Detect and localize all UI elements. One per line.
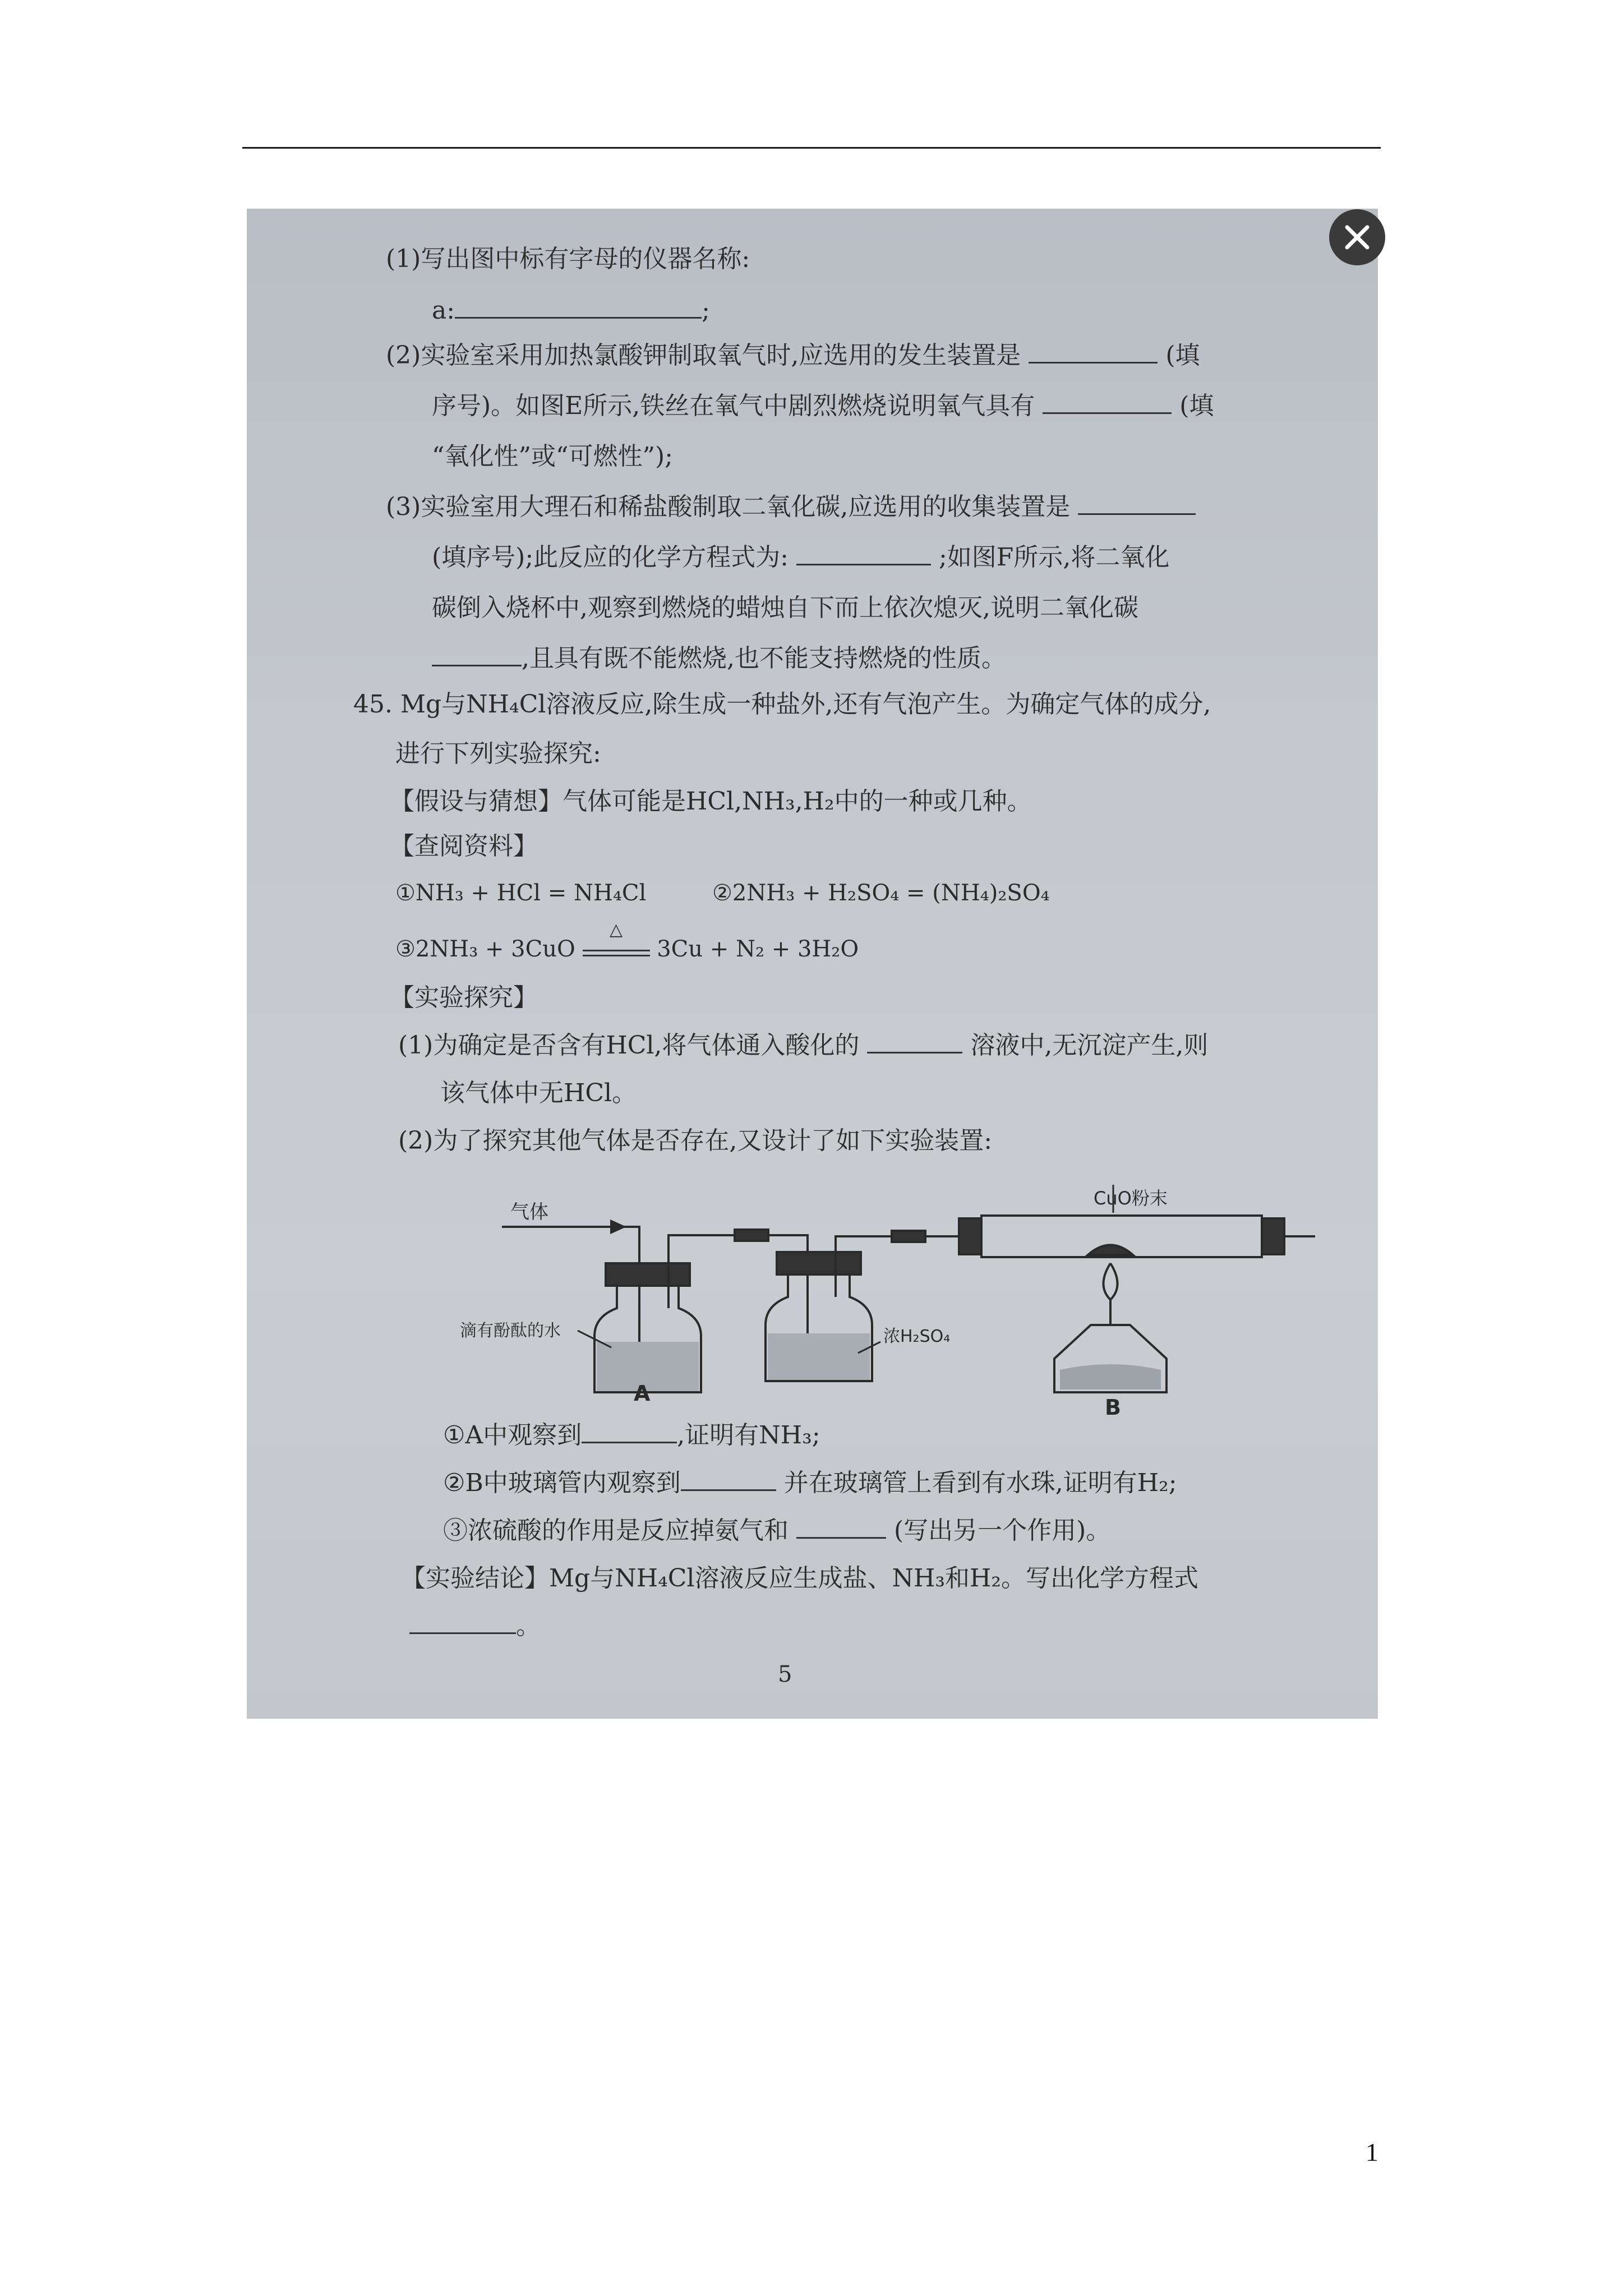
explore-title: 【实验探究】 (390, 983, 538, 1012)
q2-line1-end: (填 (1165, 341, 1200, 370)
reference-title: 【查阅资料】 (390, 832, 538, 861)
q2-line1-text: (2)实验室采用加热氯酸钾制取氧气时,应选用的发生装置是 (386, 341, 1021, 370)
acid-liquid (768, 1333, 870, 1380)
answer-blank[interactable] (796, 1536, 886, 1539)
lamp-flame (1104, 1263, 1118, 1300)
observation-3 (443, 1516, 1111, 1545)
q3-line2-end: ;如图F所示,将二氧化 (938, 543, 1170, 572)
hypothesis: 【假设与猜想】气体可能是HCl,NH₃,H₂中的一种或几种。 (390, 787, 1032, 816)
tube-b-left-stopper (959, 1218, 981, 1254)
answer-blank[interactable] (681, 1489, 776, 1491)
observation-3-end: (写出另一个作用)。 (894, 1516, 1111, 1545)
conclusion: 【实验结论】Mg与NH₄Cl溶液反应生成盐、NH₃和H₂。写出化学方程式 (401, 1564, 1198, 1593)
rubber-joint-2 (892, 1231, 925, 1242)
exam-photo (247, 209, 1378, 1719)
q45-line1: 45. Mg与NH₄Cl溶液反应,除生成一种盐外,还有气泡产生。为确定气体的成分, (353, 690, 1211, 719)
close-icon (1341, 222, 1373, 253)
label-b: B (1105, 1395, 1121, 1420)
observation-1 (443, 1423, 820, 1448)
conclusion-end: 。 (516, 1612, 541, 1640)
arrow-head-icon (611, 1221, 624, 1232)
q3-line4-text: ,且具有既不能燃烧,也不能支持燃烧的性质。 (522, 644, 1006, 673)
bottle-2-stopper (777, 1252, 861, 1274)
q1a-prefix: a: (432, 296, 455, 325)
photo-page-number: 5 (778, 1662, 792, 1687)
connector-tube-2 (836, 1236, 892, 1252)
tube-b-right-stopper (1262, 1218, 1284, 1254)
observation-2 (443, 1471, 1177, 1496)
equation-1: ①NH₃ + HCl = NH₄Cl (395, 880, 647, 906)
water-label: 滴有酚酞的水 (460, 1321, 561, 1341)
observation-2-end: 并在玻璃管上看到有水珠,证明有H₂; (783, 1469, 1177, 1497)
q1-text: (1)写出图中标有字母的仪器名称: (386, 245, 750, 273)
q1a-suffix: ; (702, 296, 710, 325)
answer-blank[interactable] (409, 1632, 516, 1634)
observation-2-text: ②B中玻璃管内观察到 (443, 1469, 681, 1497)
cuo-label: CuO粉末 (1094, 1188, 1168, 1209)
connector-tube-1 (668, 1235, 735, 1263)
gas-label: 气体 (510, 1201, 548, 1223)
cuo-powder (1088, 1245, 1133, 1255)
q3-line1-text: (3)实验室用大理石和稀盐酸制取二氧化碳,应选用的收集装置是 (386, 493, 1071, 521)
explore1-text: (1)为确定是否含有HCl,将气体通入酸化的 (398, 1031, 860, 1060)
heat-condition: △ (609, 920, 623, 940)
conclusion-line2 (409, 1614, 541, 1639)
q2-line2-text: 序号)。如图E所示,铁丝在氧气中剧烈燃烧说明氧气具有 (432, 392, 1035, 420)
acid-label: 浓H₂SO₄ (883, 1327, 951, 1346)
header-rule (242, 147, 1381, 149)
equation-3-left: ③2NH₃ + 3CuO (395, 936, 575, 962)
bottle-a-stopper (606, 1263, 690, 1286)
q2-line2-end: (填 (1179, 392, 1214, 420)
q3-line2-text: (填序号);此反应的化学方程式为: (432, 543, 789, 572)
label-a: A (634, 1381, 651, 1406)
equation-3-right: 3Cu + N₂ + 3H₂O (657, 936, 859, 962)
observation-1-end: ,证明有NH₃; (677, 1421, 820, 1450)
q2-line3: “氧化性”或“可燃性”); (432, 442, 673, 471)
observation-1-text: ①A中观察到 (443, 1421, 582, 1450)
q45-line2: 进行下列实验探究: (395, 739, 601, 768)
equation-2: ②2NH₃ + H₂SO₄ = (NH₄)₂SO₄ (712, 880, 1050, 906)
explore1-line2: 该气体中无HCl。 (440, 1079, 637, 1107)
observation-3-text: ③浓硫酸的作用是反应掉氨气和 (443, 1516, 789, 1545)
lamp-alcohol (1060, 1364, 1161, 1389)
footer-page-number: 1 (1366, 2138, 1378, 2166)
explore2-line: (2)为了探究其他气体是否存在,又设计了如下实验装置: (398, 1126, 993, 1155)
explore1-end: 溶液中,无沉淀产生,则 (970, 1031, 1209, 1060)
rubber-joint-1 (735, 1230, 768, 1241)
close-button[interactable] (1329, 209, 1385, 265)
answer-blank[interactable] (582, 1441, 677, 1443)
q3-line3: 碳倒入烧杯中,观察到燃烧的蜡烛自下而上依次熄灭,说明二氧化碳 (432, 593, 1138, 622)
